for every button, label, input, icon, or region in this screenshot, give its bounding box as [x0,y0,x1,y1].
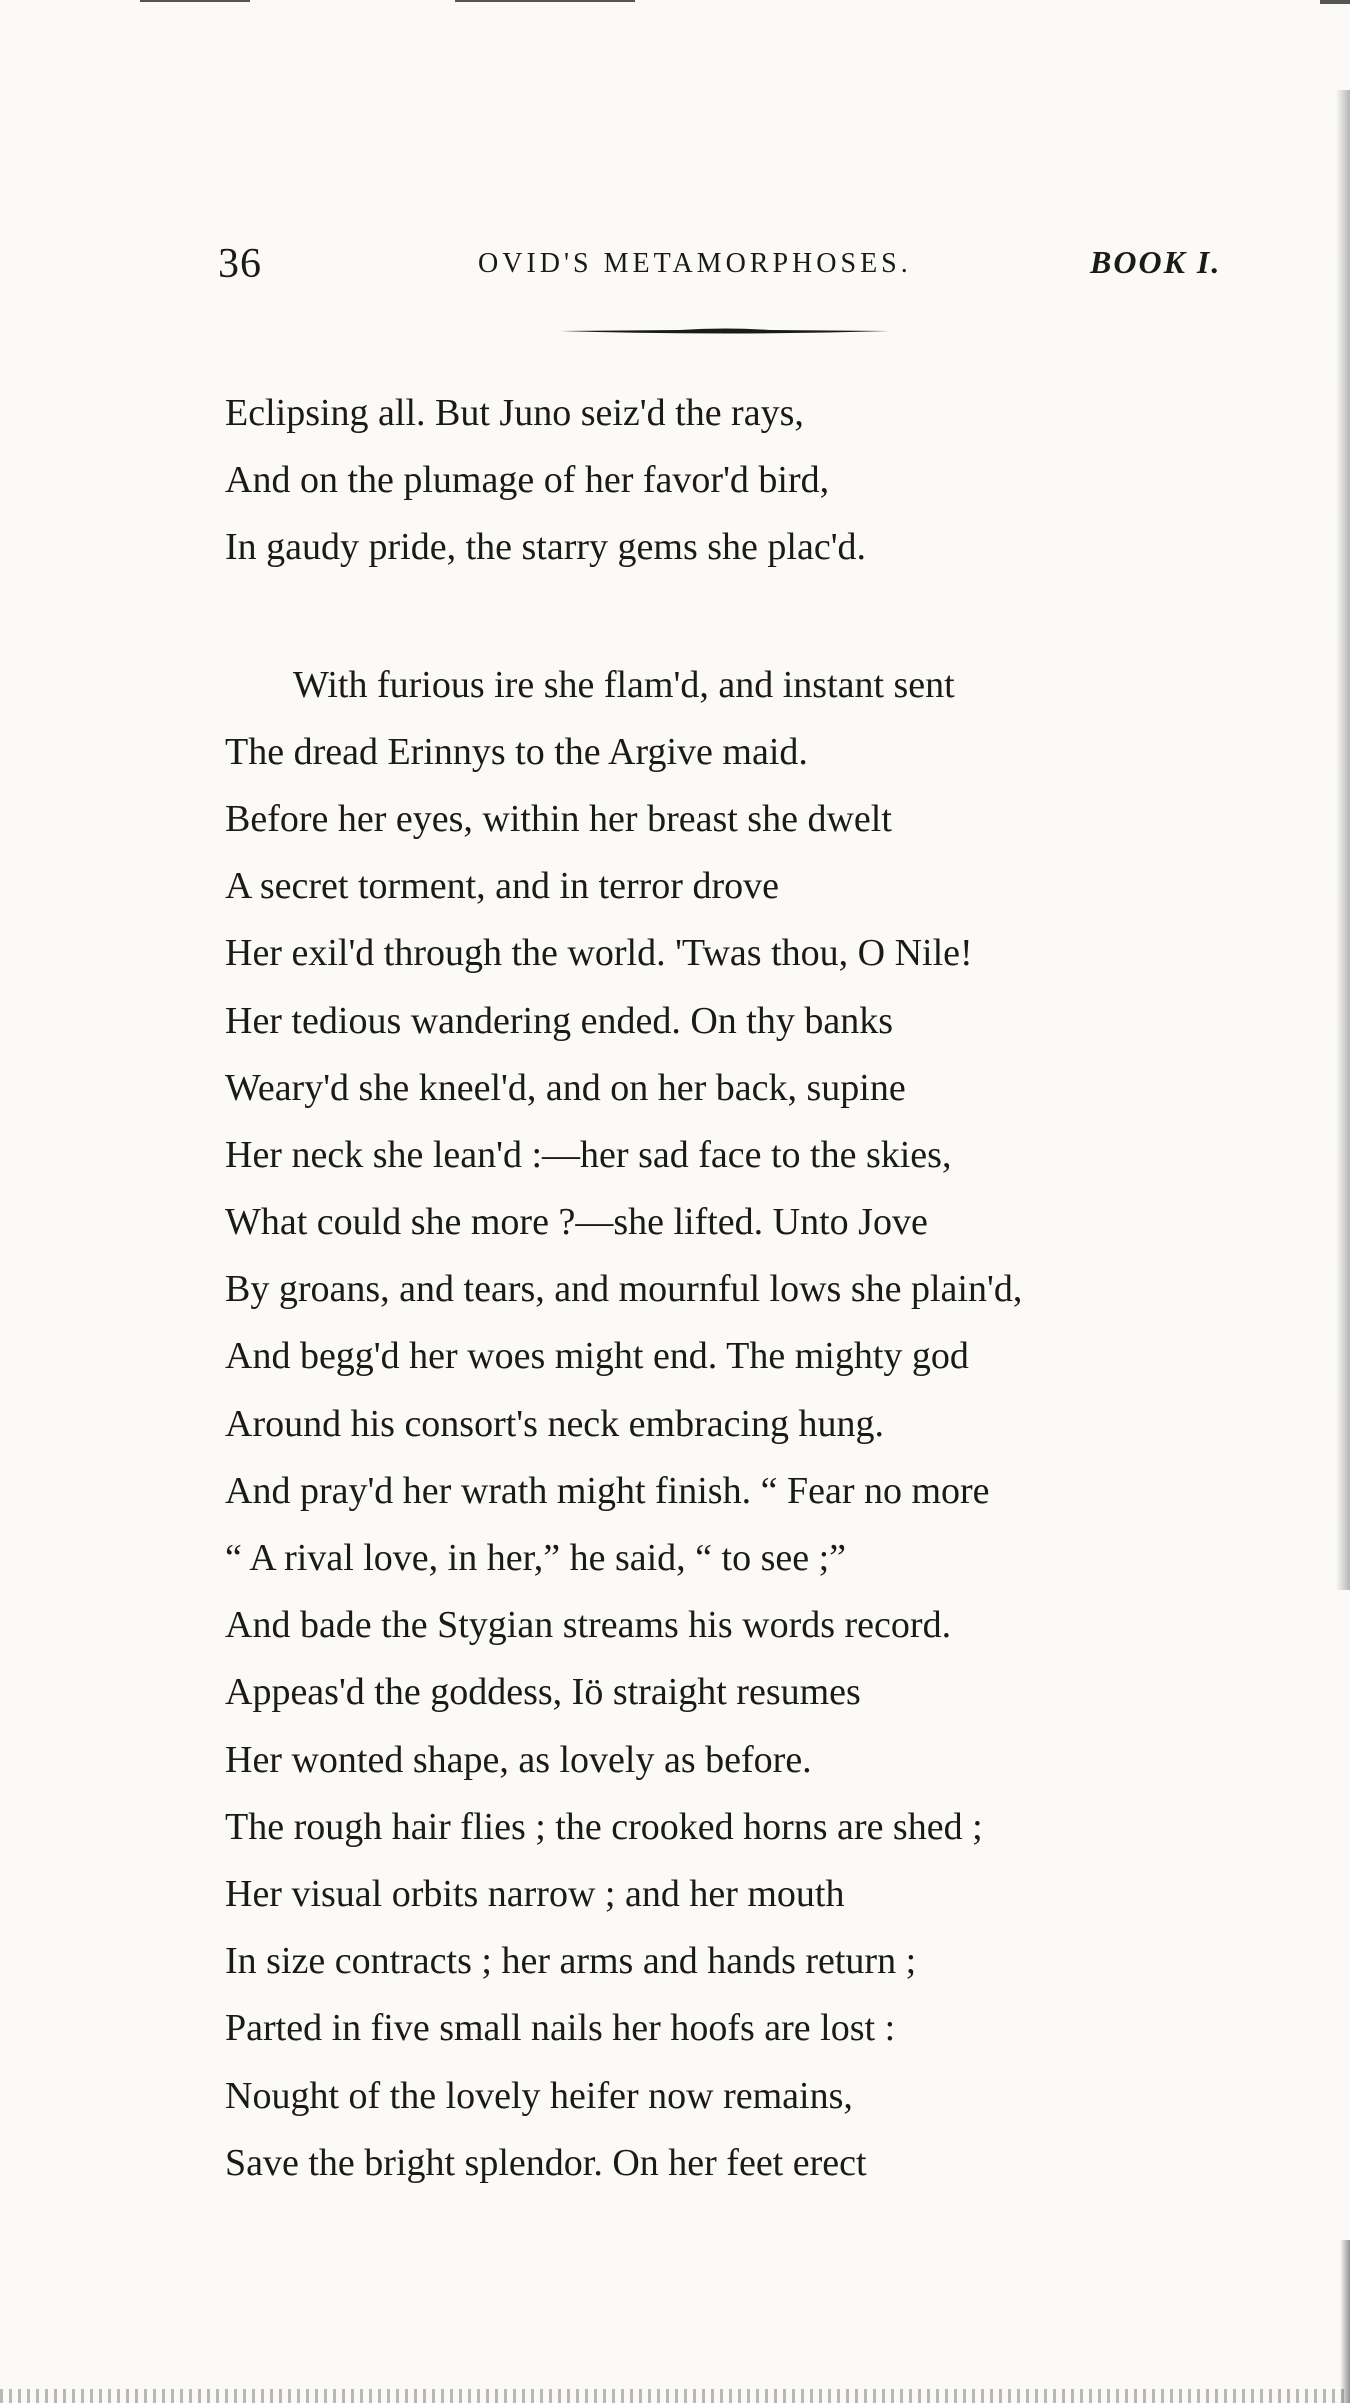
verse-line: Eclipsing all. But Juno seiz'd the rays, [225,392,804,434]
header-ornament-rule [560,327,890,335]
verse-line: The rough hair flies ; the crooked horns are shed ; [225,1805,983,1848]
top-edge-rule [1320,0,1350,4]
verse-line: Parted in five small nails her hoofs are lost : [225,2007,896,2050]
verse-line: And bade the Stygian streams his words record. [225,1604,952,1647]
verse-line: Her exil'd through the world. 'Twas thou, O Nile! [225,932,973,975]
verse-line: Appeas'd the goddess, Iö straight resumes [225,1671,861,1714]
verse-line: “ A rival love, in her,” he said, “ to see ;” [225,1537,847,1579]
verse-line: The dread Erinnys to the Argive maid. [225,730,808,773]
verse-line: Nought of the lovely heifer now remains, [225,2074,853,2117]
verse-line: Her visual orbits narrow ; and her mouth [225,1872,845,1915]
top-edge-rule [140,0,250,2]
poem-text [225,380,1225,2197]
running-title: OVID'S METAMORPHOSES. [478,248,912,279]
stanza [225,380,1225,582]
verse-line: Around his consort's neck embracing hung. [225,1402,885,1445]
verse-line: What could she more ?—she lifted. Unto Jove [225,1201,928,1244]
verse-line: By groans, and tears, and mournful lows she plain'd, [225,1268,1023,1311]
verse-line: Before her eyes, within her breast she dwelt [225,797,892,840]
verse-line: Her neck she lean'd :—her sad face to the skies, [225,1133,952,1176]
verse-line: Her tedious wandering ended. On thy banks [225,999,894,1042]
page-edge-shadow [1340,2240,1350,2403]
verse-line: Her wonted shape, as lovely as before. [225,1738,812,1781]
verse-line: With furious ire she flam'd, and instant sent [293,663,955,706]
page-edge-shadow [1336,90,1350,1590]
verse-line: Weary'd she kneel'd, and on her back, supine [225,1066,906,1109]
verse-line: A secret torment, and in terror drove [225,865,779,908]
top-edge-rule [455,0,635,2]
page-number: 36 [218,241,262,287]
book-label: BOOK I. [1090,244,1222,280]
verse-line: Save the bright splendor. On her feet erect [225,2141,867,2184]
verse-line: And begg'd her woes might end. The mighty god [225,1335,969,1378]
verse-line: In gaudy pride, the starry gems she plac'd. [225,526,867,569]
verse-line: And on the plumage of her favor'd bird, [225,459,830,502]
running-header [0,240,1350,300]
verse-line: And pray'd her wrath might finish. “ Fear no more [225,1469,990,1512]
stanza [225,652,1225,2197]
verse-line: In size contracts ; her arms and hands return ; [225,1940,917,1983]
page-bottom-edge [0,2389,1350,2403]
stanza-break [225,582,1225,652]
